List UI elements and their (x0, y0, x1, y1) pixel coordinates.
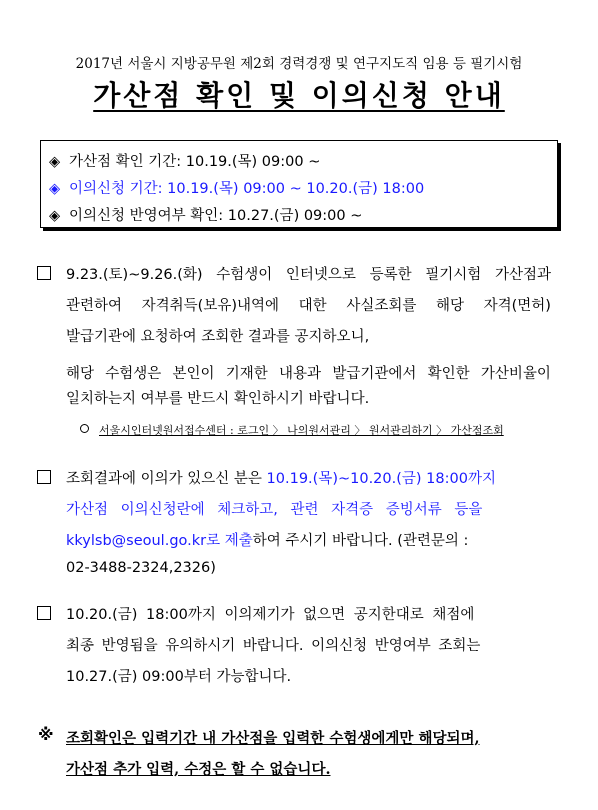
section2-line: 조회결과에 이의가 있으신 분은 10.19.(목)~10.20.(금) 18:00까지 (66, 471, 496, 487)
section2-line: 가산점 이의신청란에 체크하고, 관련 자격증 증빙서류 등을 (66, 502, 483, 518)
checkbox-square-icon (37, 266, 51, 280)
section1-line: 9.23.(토)~9.26.(화) 수험생이 인터넷으로 등록한 필기시험 가산점과 (66, 267, 551, 283)
circle-bullet-icon (80, 424, 89, 433)
schedule-item-highlight: ◈ 이의신청 기간: 10.19.(목) 09:00 ~ 10.20.(금) 18:00 (49, 181, 425, 197)
section1-line: 관련하여 자격취득(보유)내역에 대한 사실조회를 해당 자격(면허) (66, 298, 551, 314)
note-line: 조회확인은 입력기간 내 가산점을 입력한 수험생에게만 해당되며, (66, 730, 480, 747)
section3-line: 10.27.(금) 09:00부터 가능합니다. (66, 669, 292, 685)
schedule-box (40, 140, 558, 228)
section2-line: kkylsb@seoul.go.kr로 제출하여 주시기 바랍니다. (관련문의 : (66, 533, 469, 549)
checkbox-square-icon (37, 470, 51, 484)
section1-line: 해당 수험생은 본인이 기재한 내용과 발급기관에서 확인한 가산비율이 (66, 366, 551, 382)
section3-line: 최종 반영됨을 유의하시기 바랍니다. 이의신청 반영여부 조회는 (66, 638, 481, 654)
section2-line: 02-3488-2324,2326) (66, 560, 216, 576)
page-title: 가산점 확인 및 이의신청 안내 (93, 79, 505, 112)
diamond-icon: ◈ (49, 181, 61, 197)
diamond-icon: ◈ (49, 154, 61, 170)
email-link[interactable]: kkylsb@seoul.go.kr로 제출 (66, 533, 253, 549)
schedule-item: ◈ 가산점 확인 기간: 10.19.(목) 09:00 ~ (49, 154, 321, 170)
exam-subtitle: 2017년 서울시 지방공무원 제2회 경력경쟁 및 연구지도직 임용 등 필기시험 (75, 56, 523, 72)
diamond-icon: ◈ (49, 208, 61, 224)
note-line: 가산점 추가 입력, 수정은 할 수 없습니다. (66, 761, 331, 778)
section1-line: 일치하는지 여부를 반드시 확인하시기 바랍니다. (66, 391, 370, 407)
reference-mark-icon: ※ (38, 725, 54, 744)
checkbox-square-icon (37, 606, 51, 620)
nav-path: 서울시인터넷원서접수센터 : 로그인 〉 나의원서관리 〉 원서관리하기 〉 가산점조회 (80, 422, 504, 438)
schedule-item: ◈ 이의신청 반영여부 확인: 10.27.(금) 09:00 ~ (49, 208, 363, 224)
section1-line: 발급기관에 요청하여 조회한 결과를 공지하오니, (66, 329, 370, 345)
section3-line: 10.20.(금) 18:00까지 이의제기가 없으면 공지한대로 채점에 (66, 607, 475, 623)
